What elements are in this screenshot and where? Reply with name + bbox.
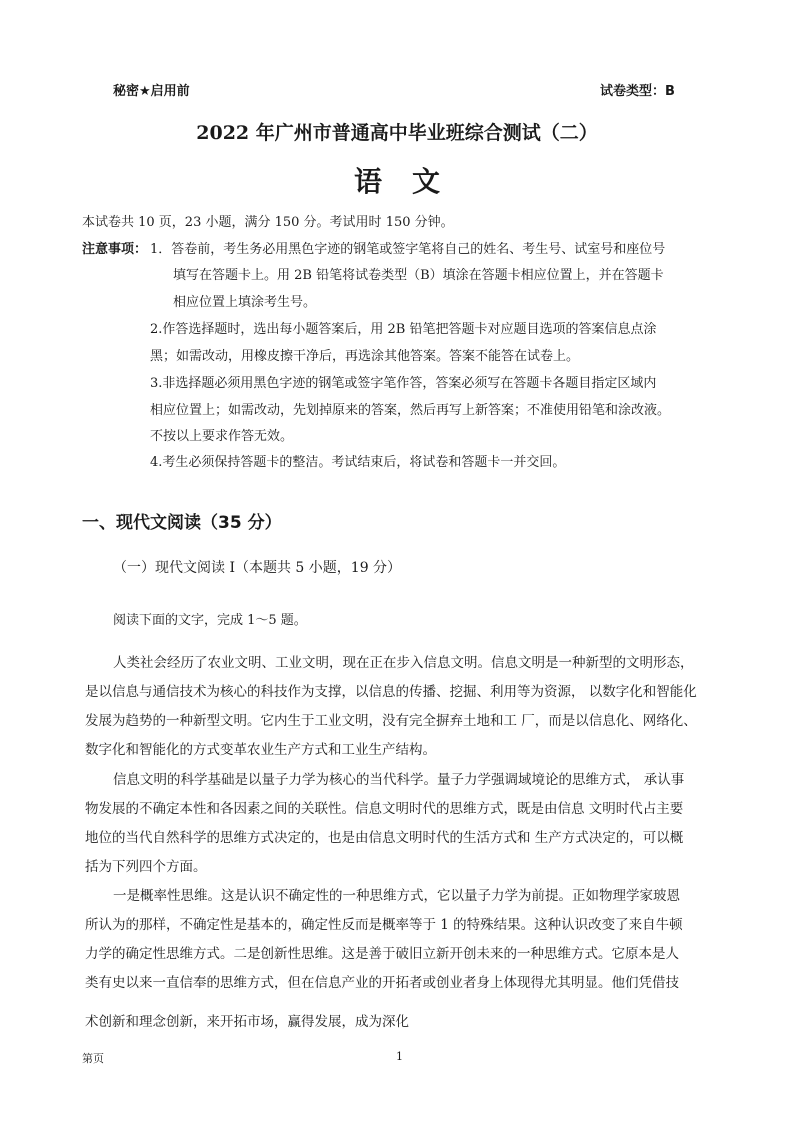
passage-line: 力学的确定性思维方式。二是创新性思维。这是善于破旧立新开创未来的一种思维方式。它原本是人 <box>85 946 679 962</box>
page-label: 第页 <box>82 1052 104 1065</box>
passage-line: 一是概率性思维。这是认识不确定性的一种思维方式，它以量子力学为前提。正如物理学家玻恩 <box>113 888 680 904</box>
notes-label: 注意事项： <box>82 242 148 257</box>
confidential-label: 秘密★启用前 <box>113 84 190 99</box>
passage-line: 括为下列四个方面。 <box>85 859 207 875</box>
note-line: 4.考生必须保持答题卡的整洁。考试结束后，将试卷和答题卡一并交回。 <box>150 455 566 470</box>
note-line: 填写在答题卡上。用 2B 铅笔将试卷类型（B）填涂在答题卡相应位置上，并在答题卡 <box>173 268 664 283</box>
passage-line: 术创新和理念创新，来开拓市场，赢得发展，成为深化 <box>85 1014 409 1030</box>
passage-line: 人类社会经历了农业文明、工业文明，现在正在步入信息文明。信息文明是一种新型的文明形态， <box>113 655 694 671</box>
passage-line: 地位的当代自然科学的思维方式决定的，也是由信息文明时代的生活方式和 生产方式决定的，可以概 <box>85 830 684 846</box>
passage-line: 发展为趋势的一种新型文明。它内生于工业文明，没有完全摒弃土地和工 厂，而是以信息化、网络化、 <box>85 713 697 729</box>
passage-line: 所认为的那样，不确定性是基本的，确定性反而是概率等于 1 的特殊结果。这种认识改变了来自牛顿 <box>85 917 683 933</box>
exam-title: 2022 年广州市普通高中毕业班综合测试（二） <box>196 122 598 144</box>
note-line: 不按以上要求作答无效。 <box>150 429 294 444</box>
instruction: 阅读下面的文字，完成 1～5 题。 <box>113 613 307 628</box>
note-line: 黑；如需改动，用橡皮擦干净后，再选涂其他答案。答案不能答在试卷上。 <box>150 349 580 364</box>
paper-type-label: 试卷类型：B <box>600 84 675 99</box>
passage-line: 类有史以来一直信奉的思维方式，但在信息产业的开拓者或创业者身上体现得尤其明显。他们凭借技 <box>85 975 679 991</box>
subject-title: 语文 <box>353 165 470 198</box>
passage-line: 物发展的不确定本性和各因素之间的关联性。信息文明时代的思维方式，既是由信息 文明时代占主要 <box>85 801 684 817</box>
passage-line: 信息文明的科学基础是以量子力学为核心的当代科学。量子力学强调域境论的思维方式， 承认事 <box>113 772 685 788</box>
note-line: 相应位置上；如需改动，先划掉原来的答案，然后再写上新答案；不准使用铅笔和涂改液。 <box>150 403 671 418</box>
note-line: 3.非选择题必须用黑色字迹的钢笔或签字笔作答，答案必须写在答题卡各题目指定区域内 <box>150 376 657 391</box>
subsection-title: （一）现代文阅读 I（本题共 5 小题，19 分） <box>113 560 402 576</box>
note-line: 1．答卷前，考生务必用黑色字迹的钢笔或签字笔将自己的姓名、考生号、试室号和座位号 <box>150 242 666 257</box>
note-line: 相应位置上填涂考生号。 <box>173 295 317 310</box>
section-title: 一、现代文阅读（35 分） <box>82 513 282 533</box>
page-number: 1 <box>396 1050 403 1063</box>
exam-info: 本试卷共 10 页，23 小题，满分 150 分。考试用时 150 分钟。 <box>82 215 454 230</box>
note-line: 2.作答选择题时，选出每小题答案后，用 2B 铅笔把答题卡对应题目选项的答案信息点涂 <box>150 322 657 337</box>
passage-line: 数字化和智能化的方式变革农业生产方式和工业生产结构。 <box>85 742 436 758</box>
passage-line: 是以信息与通信技术为核心的科技作为支撑，以信息的传播、挖掘、利用等为资源， 以数字化和智能化 <box>85 684 697 700</box>
